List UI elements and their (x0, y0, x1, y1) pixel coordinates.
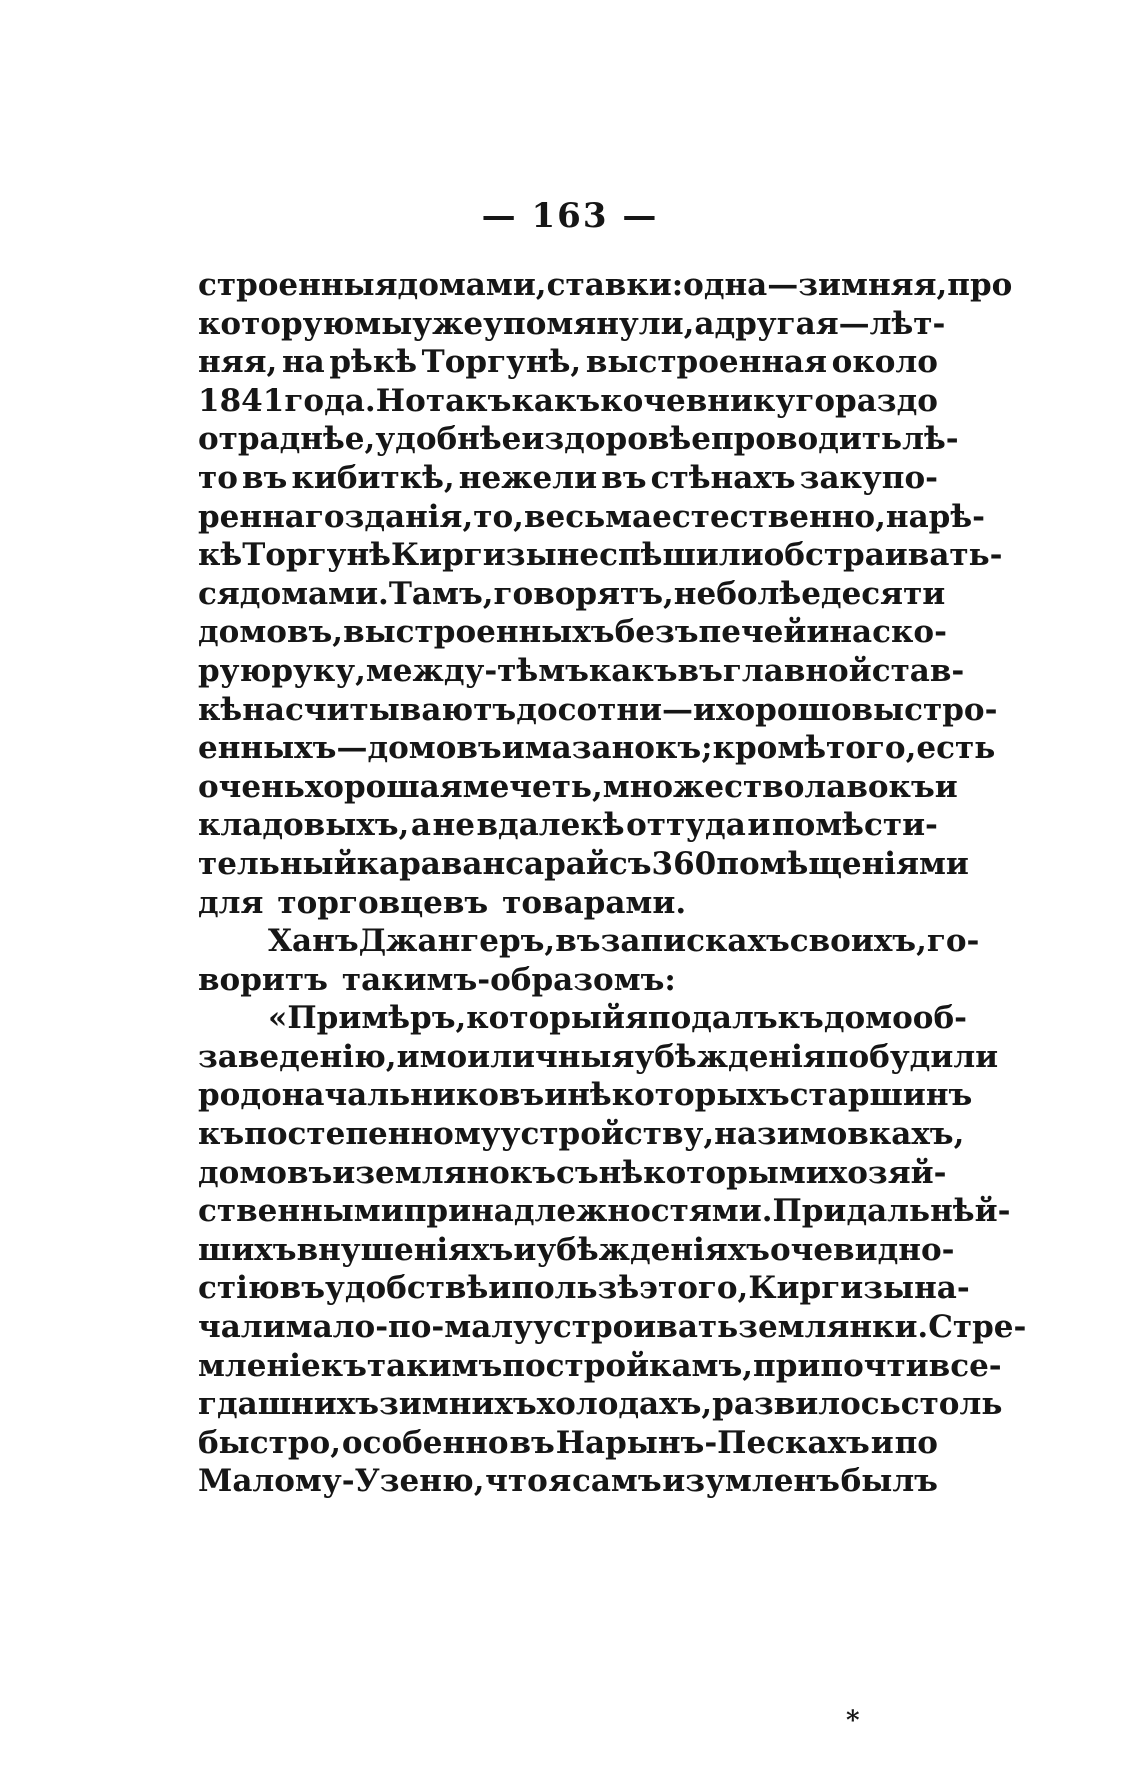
word: выстроенныхъ (343, 614, 615, 651)
word: спѣшили (599, 537, 764, 574)
word: каравансарай (356, 845, 609, 882)
word: ско- (872, 614, 947, 651)
word: обстраивать- (763, 537, 1003, 574)
word: въ (242, 459, 288, 496)
word: товарами. (502, 884, 687, 921)
word: не (556, 537, 600, 574)
word: зимовкахъ, (756, 1116, 965, 1153)
word: устройству, (500, 1116, 715, 1153)
word: проводить (710, 421, 903, 458)
word: Ханъ (268, 923, 359, 960)
word: хорошо (716, 691, 852, 728)
word: Джангеръ, (358, 923, 556, 960)
word: кѣ (198, 537, 243, 574)
word: множество (602, 768, 805, 805)
footnote-mark: * (846, 1706, 860, 1736)
word: хорошая (304, 768, 463, 805)
word: подалъ (647, 1000, 778, 1037)
text-line (198, 768, 958, 807)
word: про (947, 267, 1013, 303)
word: въ (279, 1270, 325, 1307)
word: Малому-Узеню, (198, 1463, 485, 1500)
word: «Примѣръ, (268, 1000, 467, 1037)
text-line (198, 1038, 999, 1077)
word: отраднѣе, (198, 421, 376, 458)
word: домовъ (198, 1154, 333, 1191)
word: домами. (239, 575, 389, 612)
word: устроивать (533, 1309, 739, 1346)
word: домооб- (823, 1000, 968, 1037)
text-line (198, 729, 996, 768)
word: Киргизы (748, 1270, 915, 1307)
word: а (410, 807, 431, 844)
text-line (198, 1154, 947, 1193)
word: землянокъ (355, 1154, 556, 1191)
word: для (198, 884, 264, 921)
word: нѣкоторыхъ (567, 1077, 790, 1114)
word: кромѣ (712, 730, 827, 767)
word: стію (198, 1270, 280, 1307)
word: нѣкоторыми (598, 1154, 829, 1191)
word: и (521, 421, 545, 458)
word: помѣщеніями (716, 845, 969, 882)
word: я (625, 1000, 648, 1037)
word: принадлежностями. (403, 1193, 773, 1230)
word: хозяй- (828, 1154, 947, 1191)
word: убѣжденіяхъ (536, 1231, 770, 1268)
word: 360 (651, 845, 717, 882)
word: гораздо (795, 382, 938, 419)
text-line (198, 1424, 938, 1463)
text-line (198, 305, 946, 344)
word: я (548, 1463, 572, 1500)
word: ся (198, 575, 240, 612)
word: ственными (198, 1193, 404, 1230)
word: при (753, 1347, 821, 1384)
text-line (198, 1115, 965, 1154)
text-line (198, 1308, 1027, 1347)
word: кѣ (198, 691, 243, 728)
word: мало-по-малу (285, 1309, 534, 1346)
text-line (198, 1385, 1003, 1424)
text-line (198, 999, 968, 1038)
word: столь (900, 1386, 1003, 1423)
word: въ (601, 459, 647, 496)
body-text (198, 266, 1027, 1501)
word: другая—лѣт- (714, 305, 946, 342)
word: вдалекѣ (476, 807, 625, 844)
word: своихъ, (789, 923, 927, 960)
word: главной (722, 652, 872, 689)
word: сотни—и (557, 691, 716, 728)
text-line (198, 266, 1013, 305)
word: лавокъ (804, 768, 935, 805)
word: какъ (588, 652, 678, 689)
text-line (198, 1462, 938, 1501)
word: мленіе (198, 1347, 321, 1384)
word: года. (284, 382, 376, 419)
word: въ (677, 652, 723, 689)
word: а (694, 305, 715, 342)
word: кладовыхъ, (198, 807, 410, 844)
text-line (198, 613, 947, 652)
word: мечеть, (462, 768, 603, 805)
word: въ (555, 923, 601, 960)
word: Нарынъ-Пескахъ (555, 1424, 870, 1461)
word: быстро, (198, 1424, 341, 1461)
word: на- (914, 1270, 970, 1307)
text-line (198, 652, 965, 691)
word: удобнѣе (375, 421, 522, 458)
word: землянки. (738, 1309, 929, 1346)
text-line (198, 922, 980, 961)
word: и (544, 1077, 568, 1114)
word: и (870, 1424, 894, 1461)
word: десяти (820, 575, 946, 612)
word: на (885, 498, 929, 535)
word: зданія, (344, 498, 474, 535)
word: руку, (271, 652, 366, 689)
word: особенно (341, 1424, 509, 1461)
word: старшинъ (789, 1077, 973, 1114)
word: Торгунѣ (242, 537, 391, 574)
word: пользѣ (511, 1270, 640, 1307)
word: реннаго (198, 498, 345, 535)
word: на (714, 1116, 757, 1153)
word: закупо- (799, 459, 938, 496)
word: оттуда (626, 807, 746, 844)
word: одна—зимняя, (683, 267, 948, 303)
word: развилось (712, 1386, 901, 1423)
text-line (198, 420, 959, 459)
word: и (806, 614, 830, 651)
word: былъ (840, 1463, 938, 1500)
text-line (198, 961, 938, 1000)
word: мои (419, 1038, 491, 1075)
word: такимъ-образомъ: (341, 961, 676, 998)
word: очень (198, 768, 305, 805)
word: упомянули, (483, 305, 695, 342)
word: на (829, 614, 873, 651)
word: рую (198, 652, 272, 689)
word: домовъ, (198, 614, 344, 651)
word: такимъ (366, 1347, 503, 1384)
word: и (513, 1231, 537, 1268)
word: тельный (198, 845, 357, 882)
word: на (281, 344, 325, 381)
text-line (198, 691, 998, 730)
word: уже (412, 305, 484, 342)
word: безъ (614, 614, 699, 651)
word: гдашнихъ (198, 1386, 380, 1423)
word: кочевнику (600, 382, 796, 419)
word: то (198, 459, 238, 496)
text-line (198, 343, 938, 382)
word: няя, (198, 344, 278, 381)
word: дальнѣй- (846, 1193, 1011, 1230)
word: лѣ- (902, 421, 959, 458)
word: самъ (571, 1463, 662, 1500)
word: енныхъ—домовъ (198, 730, 502, 767)
text-line (198, 536, 1003, 575)
word: какъ (511, 382, 601, 419)
word: и (488, 1270, 512, 1307)
word: печей (698, 614, 807, 651)
text-line (198, 498, 985, 537)
word: запискахъ (600, 923, 790, 960)
text-line (198, 1347, 1002, 1386)
word: При (772, 1193, 847, 1230)
word: побудили (825, 1038, 999, 1075)
word: Стре- (928, 1309, 1027, 1346)
word: по (894, 1424, 938, 1461)
word: мазанокъ; (524, 730, 713, 767)
word: съ (608, 845, 652, 882)
word: стѣнахъ (650, 459, 796, 496)
word: рѣ- (928, 498, 985, 535)
word: въ (509, 1424, 555, 1461)
word: изумленъ (662, 1463, 840, 1500)
word: очевидно- (769, 1231, 955, 1268)
word: такъ (425, 382, 512, 419)
page-number: — 163 — (481, 196, 659, 236)
word: шихъ (198, 1231, 297, 1268)
word: нежели (458, 459, 598, 496)
word: внушеніяхъ (296, 1231, 514, 1268)
word: и (396, 1038, 420, 1075)
text-line (198, 845, 969, 884)
word: выстроенная (585, 344, 828, 381)
text-line (198, 884, 938, 923)
word: строенныя (198, 267, 398, 303)
word: все- (928, 1347, 1002, 1384)
word: заведенію, (198, 1038, 397, 1075)
word: выстро- (851, 691, 998, 728)
word: весьма (523, 498, 653, 535)
text-line (198, 1269, 970, 1308)
word: удобствѣ (324, 1270, 489, 1307)
word: къ (777, 1000, 824, 1037)
word: Киргизы (390, 537, 557, 574)
word: болѣе (716, 575, 821, 612)
word: почти (820, 1347, 929, 1384)
text-line (198, 575, 946, 614)
word: Торгунѣ, (421, 344, 582, 381)
word: зимнихъ (379, 1386, 537, 1423)
word: кибиткѣ, (291, 459, 455, 496)
word: став- (871, 652, 965, 689)
text-line (198, 1192, 1011, 1231)
text-line (198, 1076, 973, 1115)
word: личныя (490, 1038, 635, 1075)
word: есть (916, 730, 996, 767)
word: помѣсти- (771, 807, 938, 844)
word: холодахъ, (536, 1386, 713, 1423)
word: до (516, 691, 558, 728)
word: не (673, 575, 717, 612)
word: чали (198, 1309, 286, 1346)
word: и (934, 768, 958, 805)
word: мы (354, 305, 413, 342)
word: между-тѣмъ (365, 652, 589, 689)
word: Тамъ, (388, 575, 494, 612)
word: рѣкѣ (329, 344, 418, 381)
word: 1841 (198, 382, 285, 419)
word: съ (556, 1154, 599, 1191)
word: и (501, 730, 525, 767)
word: къ (198, 1116, 245, 1153)
word: постепенному (244, 1116, 501, 1153)
word: который (466, 1000, 625, 1037)
word: говорятъ, (493, 575, 674, 612)
word: ставки: (546, 267, 684, 303)
word: го- (926, 923, 980, 960)
word: постройкамъ, (502, 1347, 754, 1384)
word: то, (473, 498, 524, 535)
word: которую (198, 305, 355, 342)
word: не (432, 807, 475, 844)
text-line (198, 806, 938, 845)
word: и (332, 1154, 356, 1191)
text-line (198, 382, 938, 421)
word: Но (375, 382, 426, 419)
word: убѣжденія (634, 1038, 826, 1075)
word: къ (320, 1347, 367, 1384)
word: воритъ (198, 961, 328, 998)
word: здоровѣе (544, 421, 711, 458)
word: около (831, 344, 938, 381)
word: насчитываютъ (242, 691, 517, 728)
word: торговцевъ (277, 884, 489, 921)
word: что (485, 1463, 548, 1500)
text-line (198, 459, 938, 498)
text-line (198, 1231, 955, 1270)
word: естественно, (652, 498, 886, 535)
word: родоначальниковъ (198, 1077, 545, 1114)
word: этого, (639, 1270, 749, 1307)
word: домами, (397, 267, 547, 303)
word: и (747, 807, 771, 844)
word: того, (826, 730, 917, 767)
